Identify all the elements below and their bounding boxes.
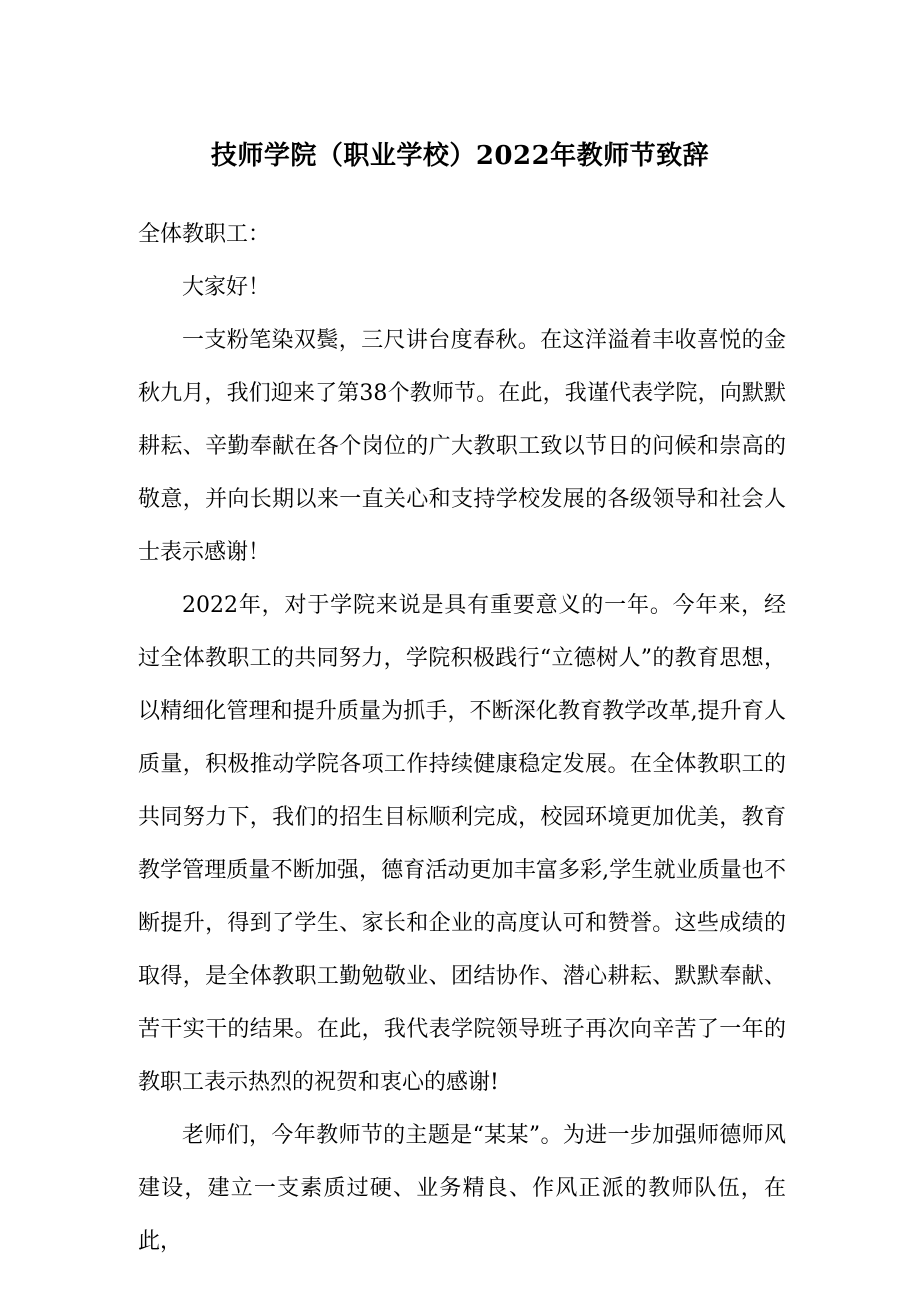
document-title: 技师学院（职业学校）2022年教师节致辞 bbox=[210, 141, 710, 171]
paragraph-3: 老师们，今年教师节的主题是“某某”。为进一步加强师德师风建设，建立一支素质过硬、业务精良、作风正派的教师队伍，在此， bbox=[138, 1123, 786, 1254]
paragraph-1: 一支粉笔染双鬓，三尺讲台度春秋。在这洋溢着丰收喜悦的金秋九月，我们迎来了第38个教师节。在此，我谨代表学院，向默默耕耘、辛勤奉献在各个岗位的广大教职工致以节日的问候和崇高的敬意，并向长期以来一直关心和支持学校发展的各级领导和社会人士表示感谢！ bbox=[138, 328, 786, 565]
greeting: 大家好！ bbox=[182, 275, 271, 300]
paragraph-2: 2022年，对于学院来说是具有重要意义的一年。今年来，经过全体教职工的共同努力，学院积极践行“立德树人”的教育思想，以精细化管理和提升质量为抓手，不断深化教育教学改革,提升育人质量，积极推动学院各项工作持续健康稳定发展。在全体教职工的共同努力下，我们的招生目标顺利完成，校园环境更加优美，教育教学管理质量不断加强，德育活动更加丰富多彩,学生就业质量也不断提升，得到了学生、家长和企业的高度认可和赞誉。这些成绩的取得，是全体教职工勤勉敬业、团结协作、潜心耕耘、默默奉献、苦干实干的结果。在此，我代表学院领导班子再次向辛苦了一年的教职工表示热烈的祝贺和衷心的感谢! bbox=[138, 593, 786, 1095]
salutation: 全体教职工： bbox=[138, 222, 271, 247]
document-body bbox=[138, 208, 786, 1268]
